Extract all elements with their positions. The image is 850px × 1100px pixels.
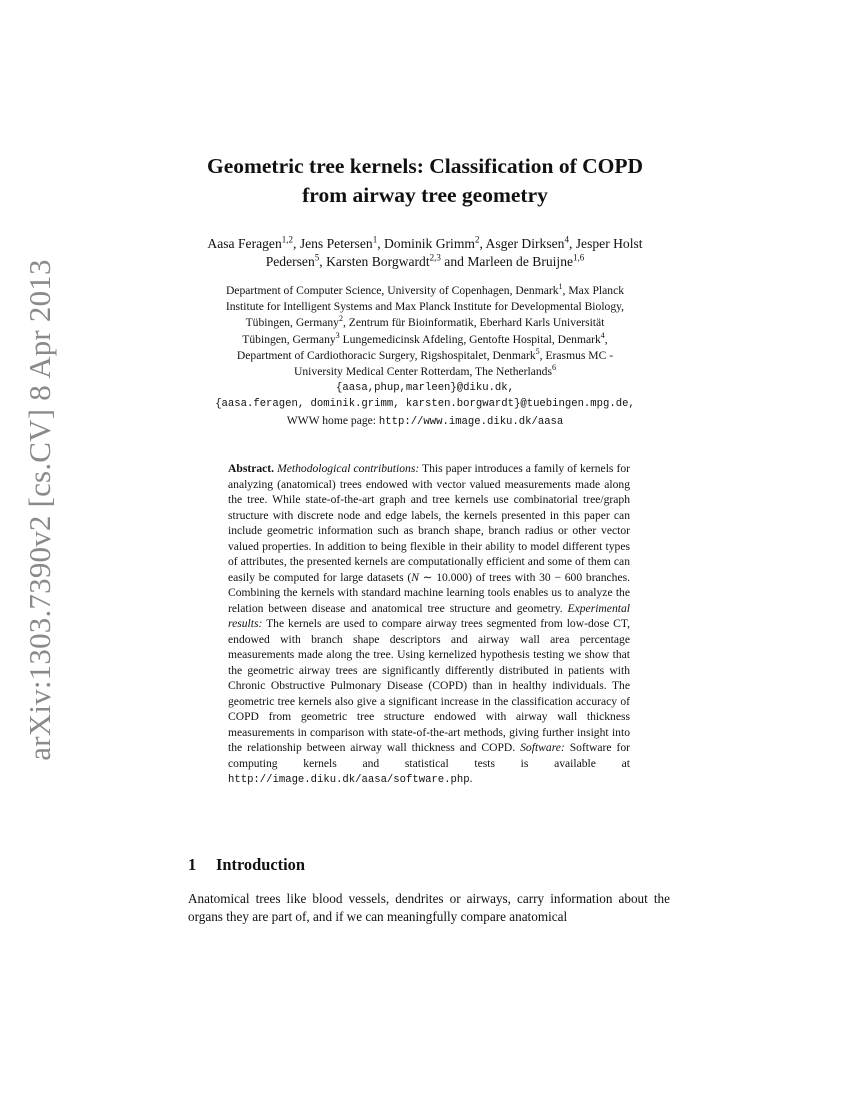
author-affiliation-mark: 1,2 [281,234,294,245]
author-name: Aasa Feragen [207,236,282,251]
arxiv-identifier-stamp: arXiv:1303.7390v2 [cs.CV] 8 Apr 2013 [22,259,57,761]
software-text: Software for computing kernels and statistical tests is available at [228,741,630,770]
affiliations-block [176,283,674,430]
section-title: Introduction [216,855,305,874]
affiliation-line: Department of Computer Science, University of Copenhagen, Denmark$^1$, Max Planck [225,282,625,297]
section-number: 1 [188,855,197,874]
author-affiliation-mark: 4 [564,234,569,245]
author-name: Jens Petersen [299,236,373,251]
affiliation-line: Institute for Intelligent Systems and Max Planck Institute for Developmental Biology, [225,300,625,314]
homepage-label: WWW home page: [286,413,379,427]
affiliation-line: University Medical Center Rotterdam, The Netherlands$^6$ [294,363,556,379]
introduction-body [188,890,670,927]
abstract-label: Abstract. [228,462,275,475]
author-name: Asger Dirksen [485,236,565,251]
affiliation-line: Department of Cardiothoracic Surgery, Rigshospitalet, Denmark$^5$, Erasmus MC - [236,346,614,362]
software-link[interactable]: http://image.diku.dk/aasa/software.php [228,774,470,786]
paper-title [140,152,710,210]
author-affiliation-mark: 1,6 [573,252,585,263]
title-line-1: Geometric tree kernels: Classification of COPD [206,154,644,178]
affiliation-line: Tübingen, Germany$^3$ Lungemedicinsk Afdeling, Gentofte Hospital, Denmark$^4$, [242,330,608,346]
abstract-paragraph [228,461,630,789]
author-affiliation-mark: 2 [475,234,480,245]
homepage-link[interactable]: http://www.image.diku.dk/aasa [378,415,564,428]
methodological-text-continued: ∼ 10.000) of trees with 30 − 600 branches. Combining the kernels with standard machine learning tools enables us to analyze the relation between disease and anatomical tree structure and geometry. [228,570,630,615]
author-name: Karsten Borgwardt [326,254,430,269]
methodological-label: Methodological contributions: [277,462,420,475]
author-list: Aasa Feragen$^{1,2}$, Jens Petersen$^1$, Dominik Grimm$^2$, Asger Dirksen$^4$, Jesper Holst Pedersen$^5$, Karsten Borgwardt$^{2,3}$ and Marleen de Bruijne$^{1,6}$ [207,234,643,269]
author-affiliation-mark: 1 [372,234,378,245]
title-line-2: from airway tree geometry [302,183,548,207]
affiliation-line: Tübingen, Germany$^2$, Zentrum für Bioinformatik, Eberhard Karls Universität [245,314,605,330]
email-addresses-diku: {aasa,phup,marleen}@diku.dk, [335,382,514,395]
methodological-text: This paper introduces a family of kernels for analyzing (anatomical) trees endowed with vector valued measurements made along the tree. While state-of-the-art graph and tree kernels use combinatorial tree/graph structure with discrete node and edge labels, the kernels presented in this paper can include geometric information such as branch shape, branch radius or other vector valued properties. In addition to being flexible in their ability to model different types of attributes, the presented kernels are computationally efficient and some of them can easily be computed for large datasets ( [228,462,630,584]
author-name: Jesper Holst Pedersen [265,236,643,269]
software-text-end: . [469,772,473,785]
author-name: Marleen de Bruijne [467,254,574,269]
author-affiliation-mark: 5 [314,252,320,263]
experimental-label: Experimental results: [228,601,630,630]
email-addresses-tuebingen: {aasa.feragen, dominik.grimm, karsten.borgwardt}@tuebingen.mpg.de, [215,398,635,411]
author-affiliation-mark: 2,3 [429,252,441,263]
math-n-symbol: N [411,570,419,584]
section-heading-introduction [188,855,668,875]
body-paragraph: Anatomical trees like blood vessels, dendrites or airways, carry information about the organs they are part of, and if we can meaningfully compare anatomical [188,891,670,925]
author-name: Dominik Grimm [383,236,475,251]
author-conjunction: and [444,254,464,269]
experimental-text: The kernels are used to compare airway trees segmented from low-dose CT, endowed with branch shape descriptors and airway wall area percentage measurements made along the tree. Using kernelized hypothesis testing we show that the geometric airway trees are significantly differently distributed in patients with Chronic Obstructive Pulmonary Disease (COPD) than in healthy individuals. The geometric tree kernels also give a significant increase in the classification accuracy of COPD from geometric tree structure endowed with airway wall thickness measurements in comparison with state-of-the-art methods, giving further insight into the relationship between airway wall thickness and COPD. [228,617,630,754]
software-label: Software: [520,741,565,754]
abstract-block [228,461,630,789]
homepage-line [176,413,674,430]
